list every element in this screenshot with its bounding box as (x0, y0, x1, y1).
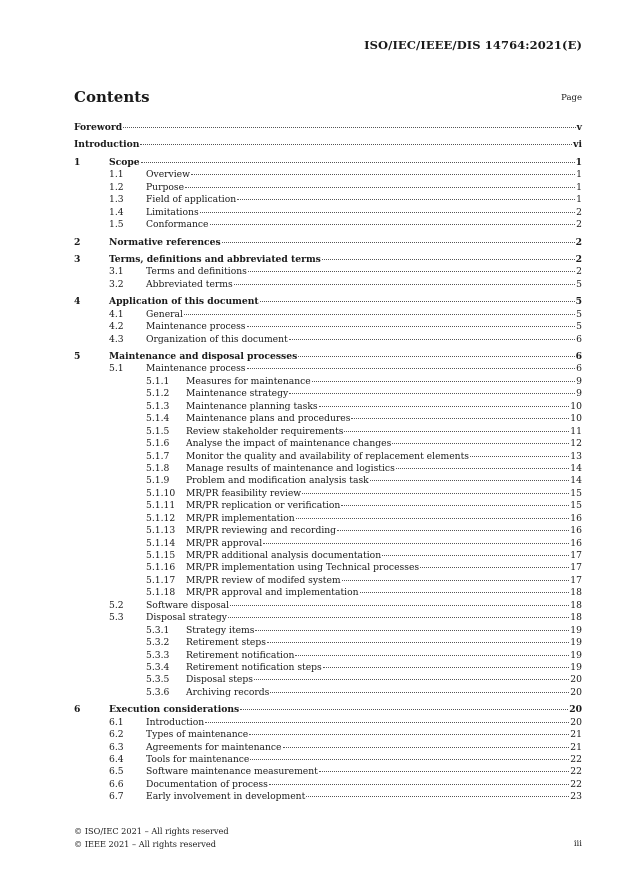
toc-entry-number: 5.1.7 (146, 450, 170, 462)
dot-leader (392, 443, 569, 444)
toc-entry-number: 3 (74, 253, 81, 265)
dot-leader (249, 734, 569, 735)
toc-entry-title: Overview (146, 169, 190, 181)
toc-entry-number: 1.2 (109, 181, 124, 193)
dot-leader (269, 784, 569, 785)
dot-leader (205, 722, 569, 723)
toc-entry-number: 4.3 (109, 333, 124, 345)
dot-leader (222, 242, 575, 243)
toc-entry-title: MR/PR implementation (186, 512, 295, 524)
toc-entry-title: Maintenance planning tasks (186, 400, 318, 412)
toc-entry[interactable] (74, 662, 582, 674)
toc-entry-number: 5.1.16 (146, 562, 176, 574)
dot-leader (323, 667, 570, 668)
dot-leader (200, 212, 575, 213)
toc-entry[interactable] (74, 266, 582, 278)
toc-entry-page: 6 (575, 351, 582, 362)
toc-entry-page: 5 (576, 321, 582, 333)
dot-leader (230, 605, 569, 606)
toc-entry-page: 2 (575, 253, 582, 265)
toc-entry-number: 5.1.18 (146, 587, 176, 599)
toc-entry-number: 5.1.1 (146, 375, 170, 387)
toc-entry-page: 22 (570, 754, 582, 765)
toc-entry-title: Maintenance process (146, 321, 246, 333)
dot-leader (140, 144, 572, 145)
toc-entry-title: Maintenance strategy (186, 388, 289, 400)
toc-entry-title: Foreword (74, 122, 123, 133)
toc-entry-page: 19 (570, 624, 582, 636)
dot-leader (470, 456, 569, 457)
dot-leader (254, 679, 569, 680)
dot-leader (306, 796, 569, 797)
toc-entry[interactable] (74, 413, 582, 425)
dot-leader (342, 580, 570, 581)
toc-entry[interactable] (74, 500, 582, 512)
toc-entry-number: 5 (74, 351, 81, 362)
toc-entry-number: 6.2 (109, 729, 124, 741)
toc-entry[interactable] (74, 438, 582, 450)
toc-entry-number: 1.3 (109, 194, 124, 206)
page-column-label: Page (561, 93, 582, 103)
toc-entry[interactable] (74, 351, 582, 363)
dot-leader (382, 555, 569, 556)
toc-entry[interactable] (74, 550, 582, 562)
dot-leader (248, 271, 575, 272)
toc-entry-page: 20 (570, 686, 582, 698)
toc-entry-title: Types of maintenance (146, 729, 249, 741)
toc-entry[interactable] (74, 650, 582, 662)
dot-leader (234, 284, 575, 285)
toc-entry-page: 5 (576, 278, 582, 290)
dot-leader (255, 630, 569, 631)
toc-entry-page: 16 (570, 525, 582, 537)
table-of-contents (74, 122, 582, 804)
toc-entry-page: 6 (576, 363, 582, 375)
toc-entry[interactable] (74, 687, 582, 699)
toc-entry-number: 5.1.11 (146, 500, 176, 512)
toc-entry[interactable] (74, 754, 582, 766)
toc-entry-number: 6.1 (109, 716, 124, 728)
dot-leader (260, 301, 575, 302)
toc-entry-page: 2 (575, 236, 582, 248)
dot-leader (295, 655, 569, 656)
dot-leader (396, 468, 570, 469)
toc-entry-title: Problem and modification analysis task (186, 475, 369, 487)
toc-entry-number: 5.3.1 (146, 624, 170, 636)
toc-entry-title: Maintenance plans and procedures (186, 413, 351, 425)
toc-entry[interactable] (74, 475, 582, 487)
toc-entry-title: Software disposal (146, 599, 230, 611)
toc-entry-title: Limitations (146, 206, 199, 218)
toc-entry-number: 2 (74, 236, 81, 248)
dot-leader (319, 406, 570, 407)
toc-entry-title: MR/PR approval and implementation (186, 587, 359, 599)
iso-copyright: © ISO/IEC 2021 – All rights reserved (74, 826, 229, 836)
toc-entry-page: 20 (570, 716, 582, 728)
toc-entry-title: General (146, 308, 183, 320)
toc-entry-title: Documentation of process (146, 778, 268, 790)
toc-entry-number: 5.1.5 (146, 425, 170, 437)
toc-entry[interactable] (74, 334, 582, 346)
toc-entry[interactable] (74, 463, 582, 475)
toc-entry-number: 4.1 (109, 308, 124, 320)
toc-entry-title: Disposal steps (186, 674, 253, 686)
dot-leader (250, 759, 569, 760)
toc-entry-number: 3.1 (109, 266, 124, 278)
dot-leader (420, 567, 569, 568)
dot-leader (237, 199, 575, 200)
toc-entry-number: 5.1.14 (146, 537, 176, 549)
toc-entry[interactable] (74, 575, 582, 587)
toc-entry-number: 5.3.2 (146, 637, 170, 649)
toc-entry-number: 5.3 (109, 612, 124, 624)
dot-leader (240, 709, 568, 710)
dot-leader (296, 518, 570, 519)
ieee-copyright: © IEEE 2021 – All rights reserved (74, 839, 217, 849)
dot-leader (298, 356, 574, 357)
toc-entry-number: 6.6 (109, 778, 124, 790)
toc-entry[interactable] (74, 309, 582, 321)
toc-entry-number: 5.3.4 (146, 661, 170, 673)
toc-entry-number: 5.1.3 (146, 400, 170, 412)
toc-entry[interactable] (74, 388, 582, 400)
toc-entry-number: 3.2 (109, 278, 124, 290)
toc-entry[interactable] (74, 401, 582, 413)
toc-entry-page: 2 (576, 266, 582, 278)
toc-entry-page: 10 (570, 400, 582, 412)
toc-entry[interactable] (74, 587, 582, 599)
toc-entry[interactable] (74, 254, 582, 266)
dot-leader (270, 692, 569, 693)
toc-entry-title: Maintenance and disposal processes (109, 351, 298, 362)
dot-leader (228, 617, 569, 618)
dot-leader (312, 381, 575, 382)
toc-entry-page: 20 (570, 674, 582, 686)
toc-entry-page: 23 (570, 791, 582, 803)
toc-entry-title: Measures for maintenance (186, 375, 311, 387)
toc-entry-title: MR/PR reviewing and recording (186, 525, 337, 537)
toc-entry-title: MR/PR review of modifed system (186, 574, 341, 586)
toc-entry-number: 5.1.8 (146, 462, 170, 474)
toc-entry-title: MR/PR approval (186, 537, 263, 549)
dot-leader (351, 418, 569, 419)
dot-leader (344, 431, 569, 432)
toc-entry-page: 1 (576, 169, 582, 181)
toc-entry[interactable] (74, 562, 582, 574)
toc-entry-number: 5.1.2 (146, 388, 170, 400)
toc-entry-page: 1 (576, 181, 582, 193)
toc-entry[interactable] (74, 538, 582, 550)
toc-entry-page: 17 (570, 562, 582, 574)
toc-entry-page: 1 (575, 156, 582, 168)
toc-entry-page: 9 (576, 375, 582, 387)
toc-entry[interactable] (74, 296, 582, 308)
toc-entry[interactable] (74, 612, 582, 624)
dot-leader (341, 505, 569, 506)
toc-entry-number: 6.4 (109, 754, 124, 765)
toc-entry-page: 17 (570, 550, 582, 561)
toc-entry[interactable] (74, 363, 582, 375)
dot-leader (370, 480, 570, 481)
toc-entry-title: Manage results of maintenance and logistics (186, 462, 395, 474)
toc-entry-page: 17 (570, 574, 582, 586)
toc-entry-page: 14 (570, 475, 582, 487)
dot-leader (302, 493, 569, 494)
toc-entry-page: 12 (570, 438, 582, 450)
toc-entry-title: Disposal strategy (146, 612, 227, 624)
toc-entry[interactable] (74, 674, 582, 686)
toc-entry[interactable] (74, 376, 582, 388)
dot-leader (247, 326, 576, 327)
toc-entry-page: 6 (576, 333, 582, 345)
toc-entry-page: 5 (575, 296, 582, 308)
toc-entry[interactable] (74, 122, 582, 134)
toc-entry-title: Retirement steps (186, 637, 266, 649)
toc-entry-number: 6 (74, 704, 81, 716)
toc-entry-number: 1 (74, 156, 81, 168)
toc-entry-page: 16 (570, 537, 582, 549)
dot-leader (289, 339, 575, 340)
toc-entry-title: Analyse the impact of maintenance changes (186, 438, 392, 450)
toc-entry-page: 19 (570, 637, 582, 649)
toc-entry[interactable] (74, 451, 582, 463)
toc-entry-page: 10 (570, 413, 582, 425)
toc-entry-number: 5.3.3 (146, 649, 170, 661)
toc-entry-number: 1.4 (109, 206, 124, 218)
toc-entry-page: 19 (570, 661, 582, 673)
toc-entry[interactable] (74, 742, 582, 754)
toc-entry-page: 16 (570, 512, 582, 524)
toc-entry-page: vi (573, 139, 582, 151)
toc-entry-title: Tools for maintenance (146, 754, 250, 765)
toc-entry[interactable] (74, 182, 582, 194)
toc-entry-page: 2 (576, 206, 582, 218)
toc-entry[interactable] (74, 321, 582, 333)
toc-entry[interactable] (74, 426, 582, 438)
toc-entry-title: Retirement notification steps (186, 661, 322, 673)
toc-entry-page: 22 (570, 766, 582, 778)
toc-entry[interactable] (74, 729, 582, 741)
toc-entry[interactable] (74, 488, 582, 500)
toc-entry-title: Purpose (146, 181, 185, 193)
toc-entry-number: 5.1.13 (146, 525, 176, 537)
contents-heading: Contents (74, 88, 150, 106)
dot-leader (141, 162, 575, 163)
toc-entry-page: 1 (576, 194, 582, 206)
toc-entry[interactable] (74, 717, 582, 729)
toc-entry-page: v (576, 122, 582, 133)
toc-entry-title: Introduction (74, 139, 140, 151)
toc-entry-number: 5.3.6 (146, 686, 170, 698)
toc-entry-title: Agreements for maintenance (146, 741, 282, 753)
toc-entry-title: MR/PR replication or verification (186, 500, 341, 512)
dot-leader (123, 127, 576, 128)
dot-leader (247, 368, 576, 369)
toc-entry-title: Software maintenance measurement (146, 766, 318, 778)
toc-entry-title: Field of application (146, 194, 237, 206)
toc-entry[interactable] (74, 791, 582, 803)
toc-entry-number: 1.5 (109, 219, 124, 231)
toc-entry[interactable] (74, 637, 582, 649)
toc-entry-page: 18 (570, 612, 582, 624)
page-number: iii (573, 839, 582, 849)
toc-entry-title: Scope (109, 156, 140, 168)
toc-entry-number: 5.2 (109, 599, 124, 611)
dot-leader (360, 592, 570, 593)
toc-entry-title: Conformance (146, 219, 209, 231)
toc-entry-page: 21 (570, 729, 582, 741)
toc-entry-number: 1.1 (109, 169, 124, 181)
toc-entry-title: MR/PR implementation using Technical processes (186, 562, 420, 574)
toc-entry[interactable] (74, 704, 582, 716)
toc-entry-page: 13 (570, 450, 582, 462)
toc-entry-number: 6.7 (109, 791, 124, 803)
dot-leader (191, 174, 575, 175)
toc-entry-number: 5.1.17 (146, 574, 176, 586)
toc-entry-title: Terms and definitions (146, 266, 247, 278)
toc-entry-page: 5 (576, 308, 582, 320)
toc-entry[interactable] (74, 157, 582, 169)
toc-entry-title: MR/PR feasibility review (186, 487, 302, 499)
document-identifier: ISO/IEC/IEEE/DIS 14764:2021(E) (364, 38, 582, 52)
toc-entry-number: 5.1.10 (146, 487, 176, 499)
dot-leader (267, 642, 569, 643)
dot-leader (322, 259, 575, 260)
toc-entry-title: MR/PR additional analysis documentation (186, 550, 382, 561)
toc-entry-page: 2 (576, 219, 582, 231)
toc-entry-page: 15 (570, 500, 582, 512)
dot-leader (319, 771, 569, 772)
toc-entry[interactable] (74, 194, 582, 206)
toc-entry[interactable] (74, 207, 582, 219)
toc-entry-page: 15 (570, 487, 582, 499)
toc-entry-number: 6.5 (109, 766, 124, 778)
toc-entry-title: Strategy items (186, 624, 255, 636)
toc-entry-number: 4 (74, 296, 81, 308)
toc-entry-title: Normative references (109, 236, 221, 248)
toc-entry[interactable] (74, 766, 582, 778)
toc-entry[interactable] (74, 779, 582, 791)
toc-entry-page: 9 (576, 388, 582, 400)
toc-entry-number: 4.2 (109, 321, 124, 333)
toc-entry[interactable] (74, 139, 582, 151)
toc-entry-page: 19 (570, 649, 582, 661)
toc-entry-number: 5.1 (109, 363, 124, 375)
dot-leader (210, 224, 576, 225)
toc-entry-page: 20 (569, 704, 582, 716)
toc-entry-title: Retirement notification (186, 649, 295, 661)
dot-leader (283, 747, 570, 748)
toc-entry-number: 5.1.15 (146, 550, 176, 561)
dot-leader (184, 314, 575, 315)
toc-entry-title: Early involvement in development (146, 791, 306, 803)
toc-entry[interactable] (74, 169, 582, 181)
toc-entry[interactable] (74, 237, 582, 249)
toc-entry-page: 18 (570, 587, 582, 599)
toc-entry-number: 6.3 (109, 741, 124, 753)
toc-entry-number: 5.1.9 (146, 475, 170, 487)
toc-entry-title: Monitor the quality and availability of replacement elements (186, 450, 469, 462)
toc-entry[interactable] (74, 625, 582, 637)
toc-entry[interactable] (74, 279, 582, 291)
dot-leader (263, 543, 569, 544)
toc-entry[interactable] (74, 600, 582, 612)
toc-entry-title: Review stakeholder requirements (186, 425, 344, 437)
toc-entry-page: 21 (570, 741, 582, 753)
dot-leader (337, 530, 569, 531)
toc-entry-page: 14 (570, 462, 582, 474)
toc-entry-title: Maintenance process (146, 363, 246, 375)
toc-entry-number: 5.3.5 (146, 674, 170, 686)
dot-leader (289, 393, 575, 394)
toc-entry[interactable] (74, 525, 582, 537)
toc-entry-number: 5.1.12 (146, 512, 176, 524)
toc-entry-number: 5.1.6 (146, 438, 170, 450)
toc-entry-title: Execution considerations (109, 704, 240, 716)
toc-entry-page: 22 (570, 778, 582, 790)
toc-entry-page: 18 (570, 599, 582, 611)
toc-entry-title: Introduction (146, 716, 205, 728)
toc-entry[interactable] (74, 513, 582, 525)
toc-entry-page: 11 (570, 425, 582, 437)
toc-entry-title: Archiving records (186, 686, 270, 698)
toc-entry-title: Terms, definitions and abbreviated terms (109, 253, 321, 265)
toc-entry[interactable] (74, 219, 582, 231)
toc-entry-title: Abbreviated terms (146, 278, 233, 290)
toc-entry-title: Application of this document (109, 296, 259, 308)
toc-entry-title: Organization of this document (146, 333, 288, 345)
dot-leader (185, 187, 575, 188)
toc-entry-number: 5.1.4 (146, 413, 170, 425)
